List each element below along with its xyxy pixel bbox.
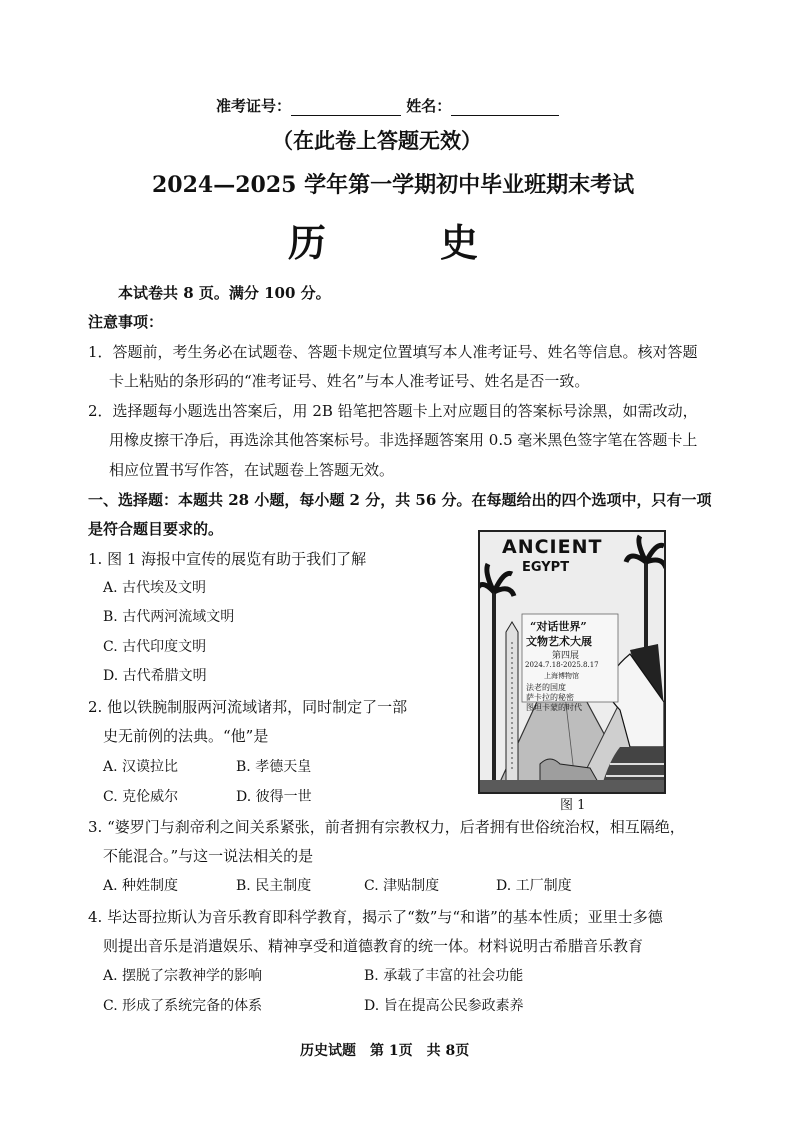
page-footer: 历史试题 第 1页 共 8页	[300, 1043, 470, 1059]
candidate-number-label: 准考证号：	[216, 97, 292, 115]
poster-text-5: 上海博物馆	[544, 672, 579, 680]
invalid-note: （在此卷上答题无效）	[272, 128, 482, 153]
figure-caption: 图 1	[560, 798, 586, 813]
poster-text-2: 文物艺术大展	[526, 635, 592, 648]
figure-1-poster	[478, 530, 666, 794]
poster-title-egypt: EGYPT	[522, 560, 570, 575]
candidate-number-field	[216, 95, 559, 116]
q1-stem: 1. 图 1 海报中宣传的展览有助于我们了解	[88, 550, 367, 568]
q2-option-a: A. 汉谟拉比	[103, 759, 179, 775]
q2-option-b: B. 孝德天皇	[236, 759, 312, 775]
exam-title: 2024—2025 学年第一学期初中毕业班期末考试	[152, 172, 635, 198]
notice-title: 注意事项：	[88, 313, 164, 331]
poster-text-8: 图坦卡蒙的时代	[526, 703, 582, 712]
q3-option-b: B. 民主制度	[236, 878, 312, 894]
q4-option-b: B. 承载了丰富的社会功能	[364, 968, 524, 984]
name-blank	[451, 115, 559, 116]
q1-option-d: D. 古代希腊文明	[103, 668, 207, 684]
section-heading-line-2: 是符合题目要求的。	[88, 520, 224, 538]
candidate-number-blank	[291, 115, 401, 116]
notice-item-1-line-2: 卡上粘贴的条形码的“准考证号、姓名”与本人准考证号、姓名是否一致。	[109, 372, 590, 390]
poster-text-3: 第四展	[552, 651, 580, 661]
q3-option-d: D. 工厂制度	[496, 878, 572, 894]
q2-stem-line-2: 史无前例的法典。“他”是	[103, 727, 269, 745]
q1-option-a: A. 古代埃及文明	[103, 580, 207, 596]
q4-option-d: D. 旨在提高公民参政素养	[364, 998, 524, 1014]
q2-option-c: C. 克伦威尔	[103, 789, 179, 805]
notice-item-2-line-3: 相应位置书写作答，在试题卷上答题无效。	[109, 461, 395, 479]
notice-item-2-line-1: 2．选择题每小题选出答案后，用 2B 铅笔把答题卡上对应题目的答案标号涂黑，如需改动，	[88, 402, 698, 420]
subject-char-1: 历	[288, 220, 327, 265]
q4-stem-line-1: 4. 毕达哥拉斯认为音乐教育即科学教育，揭示了“数”与“和谐”的基本性质；亚里士多德	[88, 908, 663, 926]
intro-text: 本试卷共 8 页。满分 100 分。	[118, 284, 331, 302]
notice-item-2-line-2: 用橡皮擦干净后，再选涂其他答案标号。非选择题答案用 0.5 毫米黑色签字笔在答题卡上	[109, 431, 698, 449]
poster-text-1: “对话世界”	[530, 620, 587, 633]
poster-text-6: 法老的国度	[526, 683, 566, 692]
poster-title-ancient: ANCIENT	[502, 536, 603, 558]
notice-item-1-line-1: 1．答题前，考生务必在试题卷、答题卡规定位置填写本人准考证号、姓名等信息。核对答题	[88, 343, 698, 361]
q1-option-b: B. 古代两河流域文明	[103, 609, 235, 625]
q4-option-c: C. 形成了系统完备的体系	[103, 998, 263, 1014]
poster-text-4: 2024.7.18-2025.8.17	[525, 661, 599, 669]
name-label: 姓名：	[406, 97, 452, 115]
q2-option-d: D. 彼得一世	[236, 789, 312, 805]
q3-stem-line-2: 不能混合。”与这一说法相关的是	[103, 847, 314, 865]
poster-text-7: 萨卡拉的秘密	[526, 693, 574, 702]
q3-option-a: A. 种姓制度	[103, 878, 179, 894]
q2-stem-line-1: 2. 他以铁腕制服两河流域诸邦，同时制定了一部	[88, 698, 408, 716]
q3-stem-line-1: 3. “婆罗门与刹帝利之间关系紧张，前者拥有宗教权力，后者拥有世俗统治权，相互隔绝，	[88, 818, 685, 836]
section-heading-line-1: 一、选择题：本题共 28 小题，每小题 2 分，共 56 分。在每题给出的四个选项中，只有一项	[88, 491, 712, 509]
q1-option-c: C. 古代印度文明	[103, 639, 207, 655]
q3-option-c: C. 津贴制度	[364, 878, 440, 894]
q4-stem-line-2: 则提出音乐是消遣娱乐、精神享受和道德教育的统一体。材料说明古希腊音乐教育	[103, 937, 644, 955]
subject-char-2: 史	[440, 220, 479, 265]
q4-option-a: A. 摆脱了宗教神学的影响	[103, 968, 263, 984]
